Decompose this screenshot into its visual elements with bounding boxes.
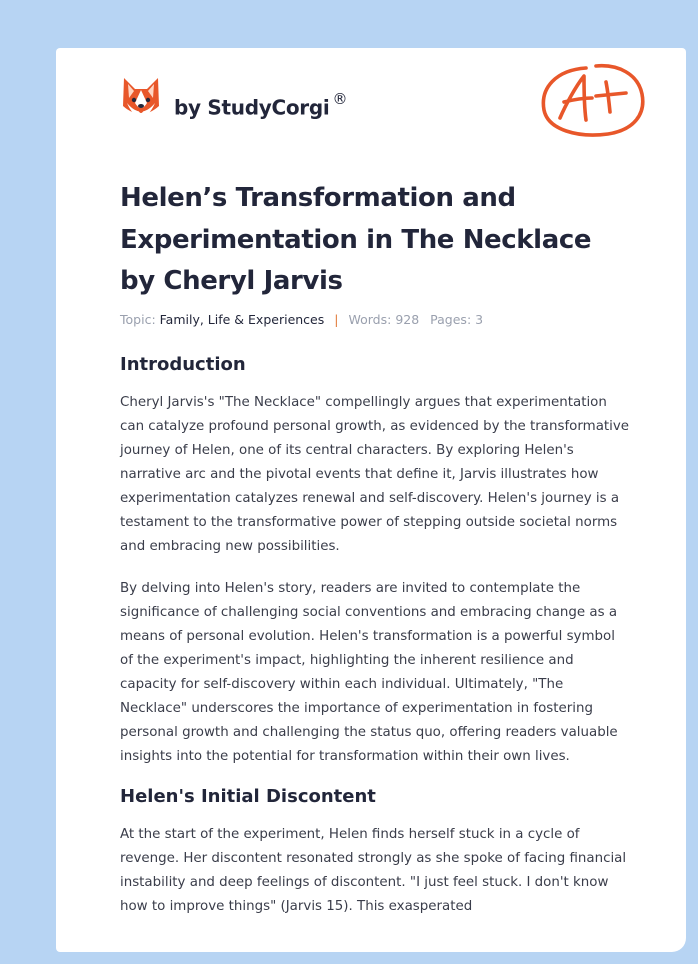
article-meta [120, 312, 483, 327]
paragraph-intro-1: Cheryl Jarvis's "The Necklace" compellingly argues that experimentation can catalyze profound personal growth, as evidenced by the transformative journey of Helen, one of its central characters. By exploring Helen's narrative arc and the pivotal events that define it, Jarvis illustrates how experimentation catalyzes renewal and self-discovery. Helen's journey is a testament to the transformative power of stepping outside societal norms and embracing new possibilities. [120, 395, 630, 554]
topic-link[interactable]: Family, Life & Experiences [159, 312, 325, 327]
paragraph-discontent-1: At the start of the experiment, Helen finds herself stuck in a cycle of revenge. Her discontent resonated strongly as she spoke of facing financial instability and deep feelings of discontent. "I just feel stuck. I don't know how to improve things" (Jarvis 15). This exasperated [120, 827, 627, 914]
section-heading-introduction: Introduction [120, 354, 246, 375]
pages-count: 3 [475, 312, 484, 327]
paragraph-intro-2: By delving into Helen's story, readers are invited to contemplate the significance of challenging social conventions and embracing change as a means of personal evolution. Helen's transformation is a powerful symbol of the experiment's impact, highlighting the inherent resilience and capacity for self-discovery within each individual. Ultimately, "The Necklace" underscores the importance of experimentation in fostering personal growth and challenging the status quo, offering readers valuable insights into the potential for transformation within their own lives. [120, 581, 618, 764]
document-page [56, 48, 686, 952]
topic-label: Topic: [120, 312, 156, 327]
words-label: Words: [348, 312, 392, 327]
article-title: Helen’s Transformation and Experimentation in The Necklace by Cheryl Jarvis [120, 183, 592, 296]
a-plus-grade-icon [538, 60, 648, 140]
section-heading-initial-discontent: Helen's Initial Discontent [120, 786, 376, 807]
registered-mark: ® [332, 90, 348, 108]
corgi-icon [122, 76, 160, 120]
pages-label: Pages: [430, 312, 472, 327]
words-count: 928 [395, 312, 420, 327]
brand-name: by StudyCorgi ® [174, 90, 348, 120]
meta-separator: | [334, 312, 339, 327]
